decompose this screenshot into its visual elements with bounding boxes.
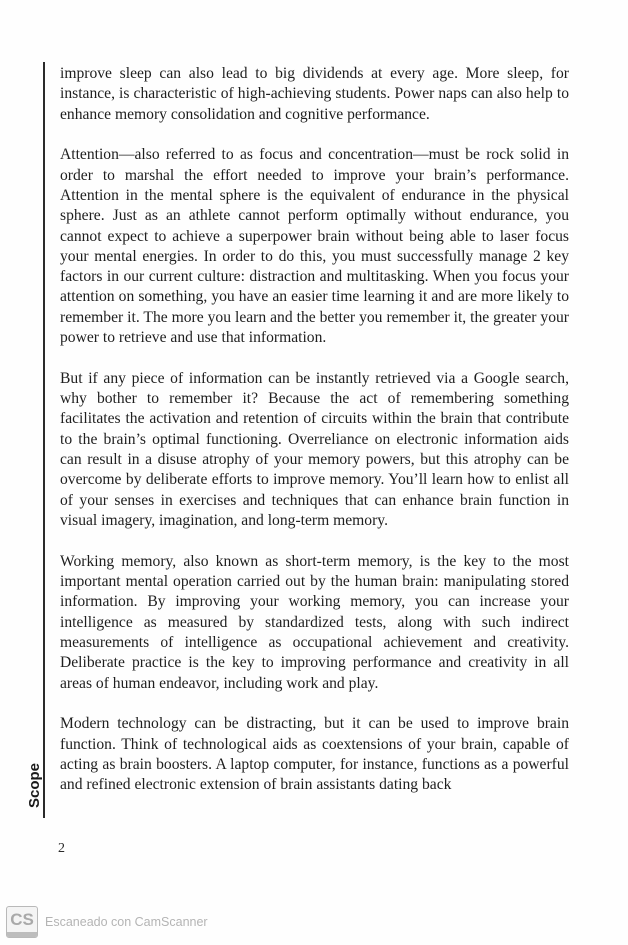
paragraph: Attention—also referred to as focus and concentration—must be rock solid in order to marshal the effort needed to improve your brain’s performance. Attention in the mental sphere is the equivalent of endurance in the physical sphere. Just as an athlete cannot perform optimally without endurance, you cannot expect to achieve a superpower brain without being able to laser focus your mental energies. In order to do this, you must successfully manage 2 key factors in our current culture: distraction and multitasking. When you focus your attention on something, you have an easier time learning it and are more likely to remember it. The more you learn and the better you remember it, the greater your power to retrieve and use that information.	[60, 146, 569, 347]
paragraph: Modern technology can be distracting, but it can be used to improve brain function. Think of technological aids as coextensions of your brain, capable of acting as brain boosters. A laptop computer, for instance, functions as a powerful and refined electronic extension of brain assistants dating back	[60, 715, 569, 794]
camscanner-logo-icon: CS	[6, 906, 38, 938]
watermark-text: Escaneado con CamScanner	[45, 914, 208, 929]
section-side-label: Scope	[26, 762, 43, 808]
camscanner-watermark	[6, 905, 208, 938]
paragraph: But if any piece of information can be instantly retrieved via a Google search, why bother to remember it? Because the act of remembering something facilitates the activation and retention of circuits within the brain that contribute to the brain’s optimal functioning. Overreliance on electronic information aids can result in a disuse atrophy of your memory powers, but this atrophy can be overcome by deliberate efforts to improve memory. You’ll learn how to enlist all of your senses in exercises and techniques that can enhance brain function in visual imagery, imagination, and long-term memory.	[60, 369, 569, 529]
margin-rule	[43, 62, 45, 818]
body-text	[60, 64, 569, 796]
paragraph: Working memory, also known as short-term memory, is the key to the most important mental operation carried out by the human brain: manipulating stored information. By improving your working memory, you can increase your intelligence as measured by standardized tests, along with such indirect measurements of intelligence as occupational achievement and creativity. Deliberate practice is the key to improving performance and creativity in all areas of human endeavor, including work and play.	[60, 552, 569, 692]
paragraph: improve sleep can also lead to big dividends at every age. More sleep, for instance, is characteristic of high-achieving students. Power naps can also help to enhance memory consolidation and cognitive performance.	[60, 65, 569, 123]
page-number: 2	[58, 841, 65, 856]
